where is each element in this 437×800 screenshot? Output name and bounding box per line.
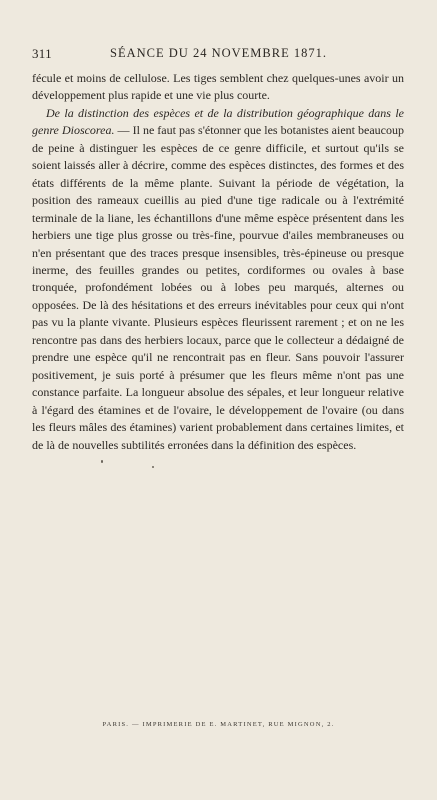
ink-speck (101, 460, 103, 463)
genus-name: Dioscorea. (61, 123, 115, 138)
body-text (32, 70, 404, 454)
running-title: SÉANCE DU 24 NOVEMBRE 1871. (110, 46, 327, 60)
page-number: 311 (32, 46, 52, 61)
section-title: De la distinction des espèces et de la distribution géographique dans le genre (32, 105, 404, 138)
paragraph-2-text: — Il ne faut pas s'étonner que les botanistes aient beaucoup de peine à distinguer les espèces de ce genre difficile, et surtout qu'ils se soient laissés aller à décrire, comme des espèces distinctes, des formes et des états différents de la même plante. Suivant la période de végétation, la position des rameaux cueillis au pied d'une tige radicale ou à l'extrémité terminale de la liane, les échantillons d'une même espèce présentent dans les herbiers une tige plus grosse ou très-fine, pourvue d'ailes membraneuses ou n'en présentant que des traces presque insensibles, très-épineuse ou presque inerme, des feuilles grandes ou petites, cordiformes ou ovales à base tronquée, profondément lobées ou à lobes peu marqués, alternes ou opposées. De là des hésitations et des erreurs inévitables pour ceux qui n'ont pas vu la plante vivante. Plusieurs espèces fleurissent rarement ; et on ne les rencontre pas dans des herbiers locaux, parce que le collecteur a dédaigné de prendre une espèce qu'il ne rencontrait pas en fleur. Sans pouvoir l'assurer positivement, je suis porté à présumer que les fleurs même n'ont pas une constance parfaite. La longueur absolue des sépales, et leur longueur relative à l'égard des étamines et de l'ovaire, le développement de l'ovaire (ou dans les fleurs mâles des étamines) varient probablement dans certaines limites, et de là de nouvelles subtilités erronées dans la définition des espèces. (32, 123, 405, 452)
ink-speck (152, 466, 154, 468)
running-header (32, 46, 405, 61)
paragraph-1: fécule et moins de cellulose. Les tiges semblent chez quelques-unes avoir un développement plus rapide et une vie plus courte. (32, 71, 404, 103)
printer-imprint: PARIS. — IMPRIMERIE DE E. MARTINET, RUE MIGNON, 2. (102, 721, 335, 728)
paragraph-2 (32, 105, 404, 454)
